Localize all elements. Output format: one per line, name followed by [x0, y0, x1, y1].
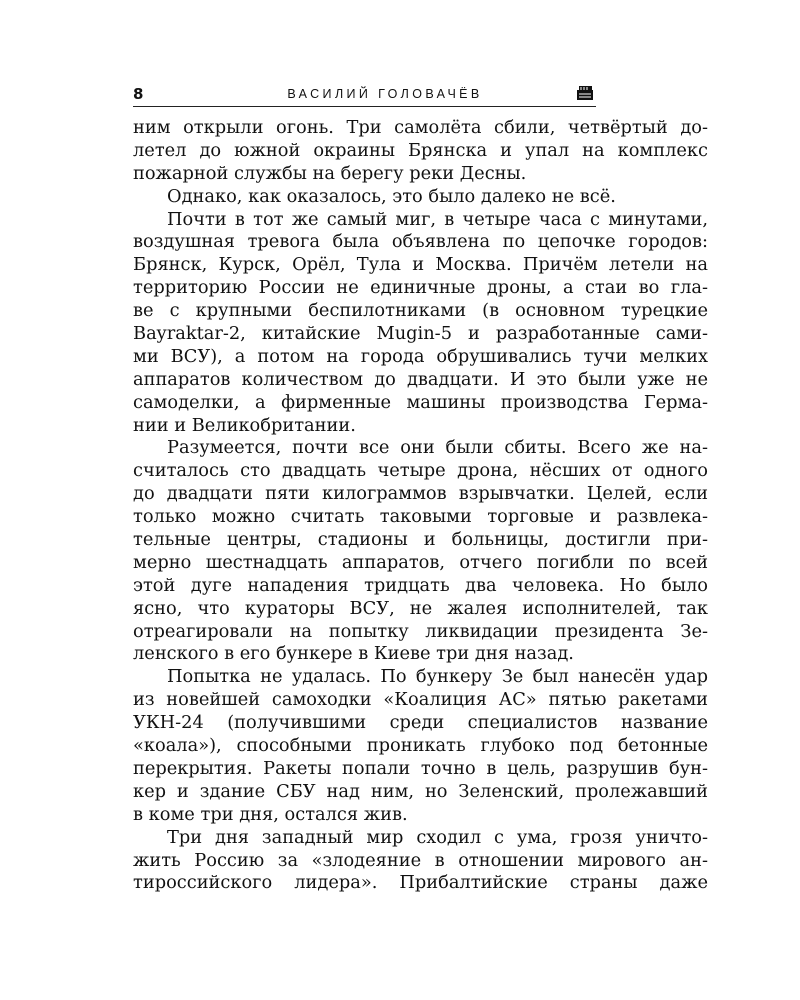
text-line: нии и Великобритании. [133, 414, 356, 436]
text-line: ленского в его бункере в Киеве три дня назад. [133, 643, 574, 665]
text-line: кер и здание СБУ над ним, но Зеленский, пролежавший [133, 780, 708, 802]
paragraph [133, 437, 708, 666]
text-line: тельные центры, стадионы и больницы, достигли при- [133, 529, 708, 551]
text-line: в коме три дня, остался жив. [133, 803, 408, 825]
text-line: УКН-24 (получившими среди специалистов название [133, 712, 708, 734]
text-line: Разумеется, почти все они были сбиты. Всего же на- [167, 437, 708, 459]
text-line: Попытка не удалась. По бункеру Зе был нанесён удар [167, 666, 708, 688]
body-text [133, 117, 708, 895]
text-line: аппаратов количеством до двадцати. И это были уже не [133, 368, 708, 390]
running-header [133, 84, 596, 107]
text-line: воздушная тревога была объявлена по цепочке городов: [133, 231, 708, 253]
text-line: этой дуге нападения тридцать два человека. Но было [133, 574, 708, 596]
text-line: ми ВСУ), а потом на города обрушивались тучи мелких [133, 345, 708, 367]
paragraph [133, 827, 708, 896]
text-line: тироссийского лидера». Прибалтийские страны даже [133, 872, 708, 894]
running-head-author: ВАСИЛИЙ ГОЛОВАЧЁВ [287, 87, 483, 101]
text-line: ним открыли огонь. Три самолёта сбили, четвёртый до- [133, 117, 708, 138]
text-line: перекрытия. Ракеты попали точно в цель, разрушив бун- [133, 757, 708, 779]
publisher-book-icon [576, 85, 594, 101]
text-line: ясно, что кураторы ВСУ, не жалея исполнителей, так [133, 597, 708, 619]
text-line: из новейшей самоходки «Коалиция АС» пятью ракетами [133, 689, 708, 711]
text-line: территорию России не единичные дроны, а стаи во гла- [133, 277, 708, 299]
paragraph [133, 666, 708, 826]
text-line: Три дня западный мир сходил с ума, грозя уничто- [167, 826, 708, 848]
text-line: жить Россию за «злодеяние в отношении мирового ан- [133, 849, 708, 871]
text-line: Брянск, Курск, Орёл, Тула и Москва. Причём летели на [133, 254, 708, 276]
text-line: пожарной службы на берегу реки Десны. [133, 162, 527, 184]
page-number: 8 [133, 85, 144, 103]
text-line: Почти в тот же самый миг, в четыре часа с минутами, [167, 208, 708, 230]
paragraph [133, 186, 708, 209]
text-line: отреагировали на попытку ликвидации президента Зе- [133, 620, 708, 642]
text-line: ве с крупными беспилотниками (в основном турецкие [133, 300, 708, 322]
text-line: летел до южной окраины Брянска и упал на комплекс [133, 139, 708, 161]
text-line: Bayraktar-2, китайские Mugin-5 и разработанные сами- [133, 323, 708, 345]
text-line: считалось сто двадцать четыре дрона, нёсших от одного [133, 460, 708, 482]
text-line: самоделки, а фирменные машины производства Герма- [133, 391, 708, 413]
text-line: только можно считать таковыми торговые и развлека- [133, 506, 708, 528]
text-line: до двадцати пяти килограммов взрывчатки. Целей, если [133, 483, 708, 505]
text-line: «коала»), способными проникать глубоко под бетонные [133, 735, 708, 757]
paragraph [133, 209, 708, 438]
text-line: мерно шестнадцать аппаратов, отчего погибли по всей [133, 551, 708, 573]
text-line: Однако, как оказалось, это было далеко не всё. [167, 185, 616, 207]
paragraph [133, 117, 708, 186]
